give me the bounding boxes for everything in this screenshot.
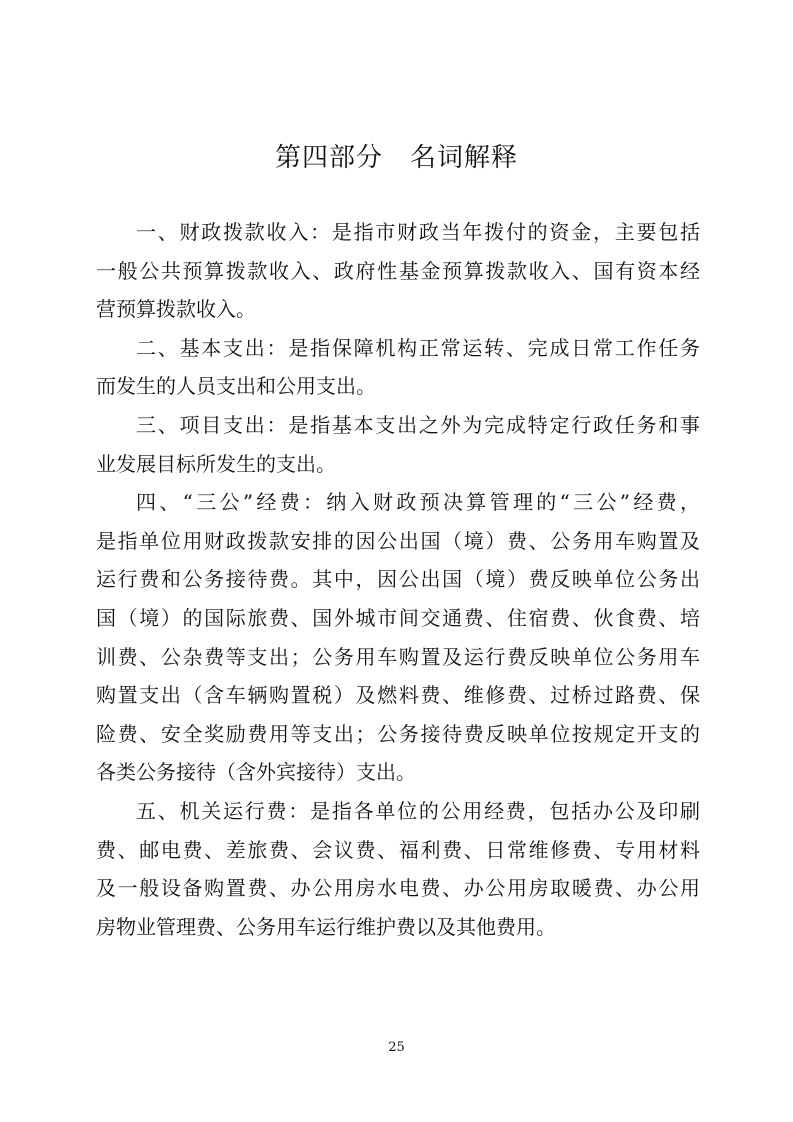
paragraph-4-line-2: 是指单位用财政拨款安排的因公出国（境）费、公务用车购置及 [96, 528, 700, 553]
page-number: 25 [388, 1040, 405, 1055]
paragraph-2-line-2: 而发生的人员支出和公用支出。 [96, 374, 376, 399]
paragraph-4-line-1: 四、“三公”经费：纳入财政预决算管理的“三公”经费， [136, 490, 700, 515]
paragraph-1-line-3: 营预算拨款收入。 [96, 297, 256, 322]
paragraph-4-line-7: 险费、安全奖励费用等支出；公务接待费反映单位按规定开支的 [96, 721, 700, 746]
paragraph-1-line-2: 一般公共预算拨款收入、政府性基金预算拨款收入、国有资本经 [96, 258, 700, 283]
paragraph-5-line-1: 五、机关运行费：是指各单位的公用经费，包括办公及印刷 [136, 798, 700, 823]
paragraph-5-line-3: 及一般设备购置费、办公用房水电费、办公用房取暖费、办公用 [96, 876, 700, 901]
paragraph-3-line-1: 三、项目支出：是指基本支出之外为完成特定行政任务和事 [136, 412, 700, 437]
body-text [96, 213, 700, 946]
paragraph-3-line-2: 业发展目标所发生的支出。 [96, 451, 336, 476]
paragraph-2-line-1: 二、基本支出：是指保障机构正常运转、完成日常工作任务 [136, 335, 700, 360]
paragraph-4-line-6: 购置支出（含车辆购置税）及燃料费、维修费、过桥过路费、保 [96, 683, 700, 708]
paragraph-4-line-4: 国（境）的国际旅费、国外城市间交通费、住宿费、伙食费、培 [96, 605, 700, 630]
page-title: 第四部分 名词解释 [274, 143, 518, 173]
paragraph-4-line-5: 训费、公杂费等支出；公务用车购置及运行费反映单位公务用车 [96, 644, 700, 669]
paragraph-4-line-3: 运行费和公务接待费。其中，因公出国（境）费反映单位公务出 [96, 567, 700, 592]
paragraph-5-line-2: 费、邮电费、差旅费、会议费、福利费、日常维修费、专用材料 [96, 837, 700, 862]
paragraph-4-line-8: 各类公务接待（含外宾接待）支出。 [96, 760, 416, 785]
paragraph-5-line-4: 房物业管理费、公务用车运行维护费以及其他费用。 [96, 914, 556, 939]
paragraph-1-line-1: 一、财政拨款收入：是指市财政当年拨付的资金，主要包括 [136, 220, 700, 244]
